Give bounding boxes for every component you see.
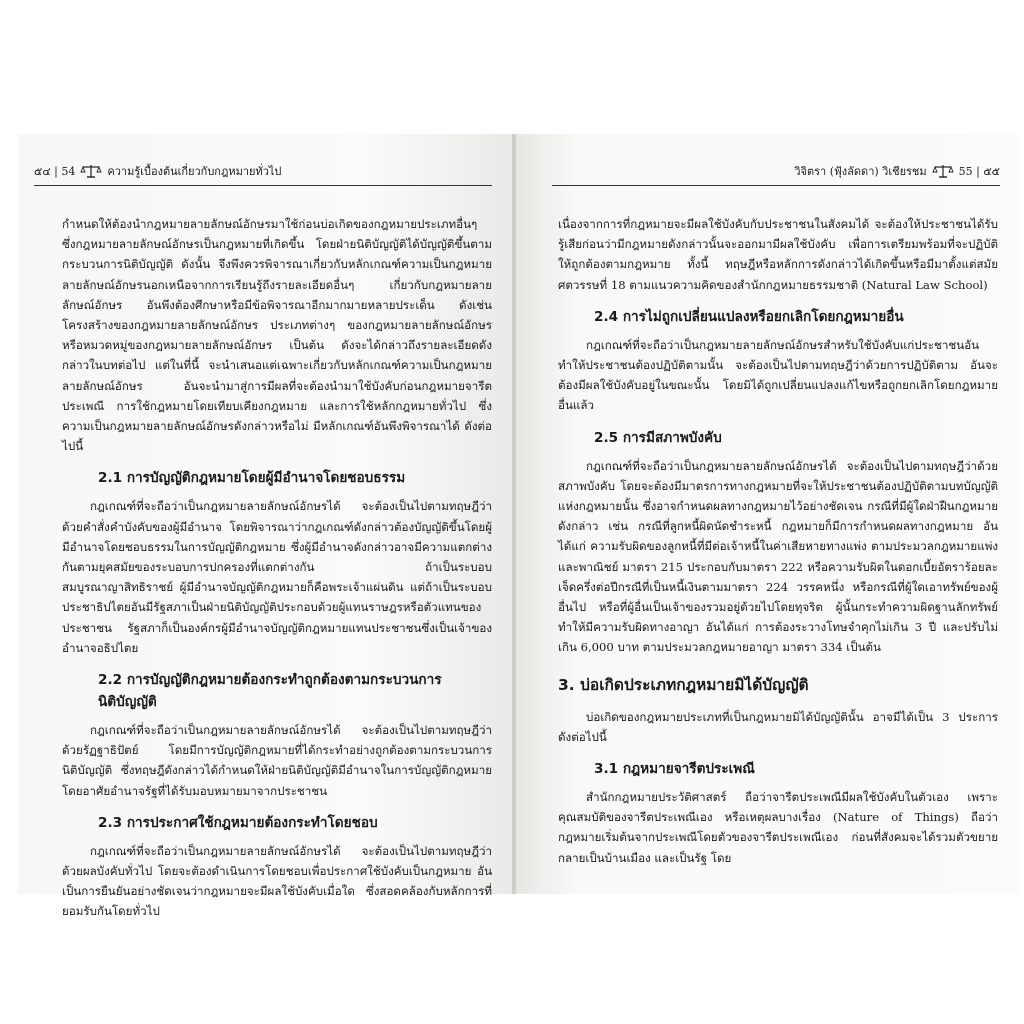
heading-2-3: 2.3 การประกาศใช้กฎหมายต้องกระทำโดยชอบ <box>98 814 378 831</box>
left-page-number: ๕๔ | 54 <box>34 165 76 178</box>
paragraph-2-1: กฎเกณฑ์ที่จะถือว่าเป็นกฎหมายลายลักษณ์อักษรได้ จะต้องเป็นไปตามทฤษฎีว่าด้วยคำสั่งคำบังคับของผู้มีอำนาจ โดยพิจารณาว่ากฎเกณฑ์ดังกล่าวต้องบัญญัติขึ้นโดยผู้มีอำนาจโดยชอบธรรมในการบัญญัติกฎหมาย ซึ่งผู้มีอำนาจดังกล่าวอาจมีความแตกต่างกันตามยุคสมัยของระบอบการปกครองที่แตกต่างกัน ถ้าเป็นระบอบสมบูรณาญาสิทธิราชย์ ผู้มีอำนาจบัญญัติกฎหมายก็คือพระเจ้าแผ่นดิน แต่ถ้าเป็นระบอบประชาธิปไตยอันมีรัฐสภาเป็นฝ่ายนิติบัญญัติประกอบด้วยผู้แทนราษฎรหรือตัวแทนของประชาชน รัฐสภาก็เป็นองค์กรผู้มีอำนาจบัญญัติกฎหมายแทนประชาชนซึ่งเป็นเจ้าของอำนาจอธิปไตย <box>62 499 492 655</box>
left-running-title: ความรู้เบื้องต้นเกี่ยวกับกฎหมายทั่วไป <box>107 165 282 178</box>
heading-2-2: 2.2 การบัญญัติกฎหมายต้องกระทำถูกต้องตามกระบวนการนิติบัญญัติ <box>98 672 442 711</box>
heading-2-5: 2.5 การมีสภาพบังคับ <box>594 429 722 446</box>
heading-3-1: 3.1 กฎหมายจารีตประเพณี <box>594 761 755 778</box>
book-spread <box>18 134 1020 919</box>
heading-2-4: 2.4 การไม่ถูกเปลี่ยนแปลงหรือยกเลิกโดยกฎหมายอื่น <box>594 308 904 325</box>
paragraph-3-1: สำนักกฎหมายประวัติศาสตร์ ถือว่าจารีตประเพณีมีผลใช้บังคับในตัวเอง เพราะคุณสมบัติของจารีตประเพณีเอง หรือเหตุผลบางเรื่อง (Nature of Things) ถือว่า กฎหมายเริ่มต้นจากประเพณีโดยตัวของจารีตประเพณีเอง ก่อนที่สังคมจะได้รวมตัวขยายกลายเป็นบ้านเมือง และเป็นรัฐ โดย <box>558 790 998 865</box>
right-page-header <box>552 160 1000 182</box>
header-rule <box>552 185 1000 186</box>
left-page <box>18 134 514 919</box>
scales-of-justice-icon <box>80 164 102 178</box>
right-page-body <box>516 214 1020 870</box>
left-page-header <box>34 160 492 182</box>
paragraph-3: บ่อเกิดของกฎหมายประเภทที่เป็นกฎหมายมิได้บัญญัตินั้น อาจมีได้เป็น 3 ประการ ดังต่อไปนี้ <box>558 709 998 744</box>
intro-paragraph: กำหนดให้ต้องนำกฎหมายลายลักษณ์อักษรมาใช้ก่อนบ่อเกิดของกฎหมายประเภทอื่นๆ ซึ่งกฎหมายลายลักษณ์อักษรเป็นกฎหมายที่เกิดขึ้น โดยฝ่ายนิติบัญญัติได้บัญญัติขึ้นตามกระบวนการนิติบัญญัติ ดังนั้น จึงพึงควรพิจารณาเกี่ยวกับหลักเกณฑ์ความเป็นกฎหมายลายลักษณ์อักษรนอกเหนือจากการเรียนรู้ถึงรายละเอียดอื่นๆ เกี่ยวกับกฎหมายลายลักษณ์อักษร อันพึงต้องศึกษาหรือมีข้อพิจารณาอีกมากมายหลายประเด็น ดังเช่น โครงสร้างของกฎหมายลายลักษณ์อักษร ประเภทต่างๆ ของกฎหมายลายลักษณ์อักษร หรือหมวดหมู่ของกฎหมายลายลักษณ์อักษร เป็นต้น ดังจะได้กล่าวถึงรายละเอียดดังกล่าวในบทต่อไป แต่ในที่นี้ จะนำเสนอแต่เฉพาะเกี่ยวกับหลักเกณฑ์ความเป็นกฎหมายลายลักษณ์อักษร อันจะนำมาสู่การมีผลที่จะต้องนำมาใช้บังคับก่อนกฎหมายจารีตประเพณี การใช้กฎหมายโดยเทียบเคียงกฎหมาย และการใช้หลักกฎหมายทั่วไป ซึ่งความเป็นกฎหมายลายลักษณ์อักษรดังกล่าวหรือไม่ มีหลักเกณฑ์อันพึงพิจารณาได้ ดังต่อไปนี้ <box>62 217 492 454</box>
left-page-body <box>18 214 514 924</box>
right-author: วิจิตรา (ฟุ้งลัดดา) วิเชียรชม <box>794 165 927 178</box>
scales-of-justice-icon <box>932 164 954 178</box>
heading-3: 3. บ่อเกิดประเภทกฎหมายมิได้บัญญัติ <box>558 675 809 694</box>
right-page-number: 55 | ๕๕ <box>958 165 1000 178</box>
continuation-paragraph: เนื่องจากการที่กฎหมายจะมีผลใช้บังคับกับประชาชนในสังคมได้ จะต้องให้ประชาชนได้รับรู้เสียก่อนว่ามีกฎหมายดังกล่าวนั้นจะออกมามีผลใช้บังคับ เพื่อการเตรียมพร้อมที่จะปฏิบัติให้ถูกต้องตามกฎหมาย ทั้งนี้ ทฤษฎีหรือหลักการดังกล่าวได้เกิดขึ้นหรือมีมาตั้งแต่สมัยศตวรรษที่ 18 ตามแนวความคิดของสำนักกฎหมายธรรมชาติ (Natural Law School) <box>558 217 998 292</box>
right-page <box>516 134 1020 894</box>
heading-2-1: 2.1 การบัญญัติกฎหมายโดยผู้มีอำนาจโดยชอบธรรม <box>98 470 406 487</box>
paragraph-2-4: กฎเกณฑ์ที่จะถือว่าเป็นกฎหมายลายลักษณ์อักษรสำหรับใช้บังคับแก่ประชาชนอันทำให้ประชาชนต้องปฏิบัติตามนั้น จะต้องเป็นไปตามทฤษฎีว่าด้วยการปฏิบัติตาม อันจะต้องมีผลใช้บังคับอยู่ในขณะนั้น โดยมิได้ถูกเปลี่ยนแปลงแก้ไขหรือถูกยกเลิกโดยกฎหมายอื่นแล้ว <box>558 337 998 413</box>
paragraph-2-2: กฎเกณฑ์ที่จะถือว่าเป็นกฎหมายลายลักษณ์อักษรได้ จะต้องเป็นไปตามทฤษฎีว่าด้วยรัฏฐาธิปัตย์ โดยมีการบัญญัติกฎหมายที่ได้กระทำอย่างถูกต้องตามกระบวนการนิติบัญญัติ ซึ่งทฤษฎีดังกล่าวได้กำหนดให้ฝ่ายนิติบัญญัติมีอำนาจในการบัญญัติกฎหมายโดยอาศัยอำนาจรัฐที่ได้รับมอบหมายมาจากประชาชน <box>62 723 492 798</box>
header-rule <box>34 185 492 186</box>
paragraph-2-3: กฎเกณฑ์ที่จะถือว่าเป็นกฎหมายลายลักษณ์อักษรได้ จะต้องเป็นไปตามทฤษฎีว่าด้วยผลบังคับทั่วไป โดยจะต้องดำเนินการโดยชอบเพื่อประกาศใช้บังคับเป็นกฎหมาย อันเป็นการยืนยันอย่างชัดเจนว่ากฎหมายจะมีผลใช้บังคับเมื่อใด ซึ่งสอดคล้องกับหลักการที่ยอมรับกันโดยทั่วไป <box>62 843 492 919</box>
paragraph-2-5: กฎเกณฑ์ที่จะถือว่าเป็นกฎหมายลายลักษณ์อักษรได้ จะต้องเป็นไปตามทฤษฎีว่าด้วยสภาพบังคับ โดยจะต้องมีมาตรการทางกฎหมายที่จะให้ประชาชนต้องปฏิบัติตามบทบัญญัติแห่งกฎหมายนั้น ซึ่งอาจกำหนดผลทางกฎหมายไว้อย่างชัดเจน กรณีที่มีผู้ใดฝ่าฝืนกฎหมายดังกล่าว เช่น กรณีที่ลูกหนี้ผิดนัดชำระหนี้ กฎหมายก็มีการกำหนดผลทางกฎหมาย อันได้แก่ ความรับผิดของลูกหนี้ที่มีต่อเจ้าหนี้ในค่าเสียหายทางแพ่ง ตามประมวลกฎหมายแพ่งและพาณิชย์ มาตรา 215 ประกอบกับมาตรา 222 หรือความรับผิดในดอกเบี้ยอัตราร้อยละเจ็ดครึ่งต่อปีกรณีที่เป็นหนี้เงินตามมาตรา 224 วรรคหนึ่ง หรือกรณีที่ผู้ใดเอาทรัพย์ของผู้อื่นไป หรือที่ผู้อื่นเป็นเจ้าของรวมอยู่ด้วยไปโดยทุจริต ผู้นั้นกระทำความผิดฐานลักทรัพย์ ทำให้มีความรับผิดทางอาญา อันได้แก่ การต้องระวางโทษจำคุกไม่เกิน 3 ปี และปรับไม่เกิน 6,000 บาท ตามประมวลกฎหมายอาญา มาตรา 334 เป็นต้น <box>558 458 998 655</box>
